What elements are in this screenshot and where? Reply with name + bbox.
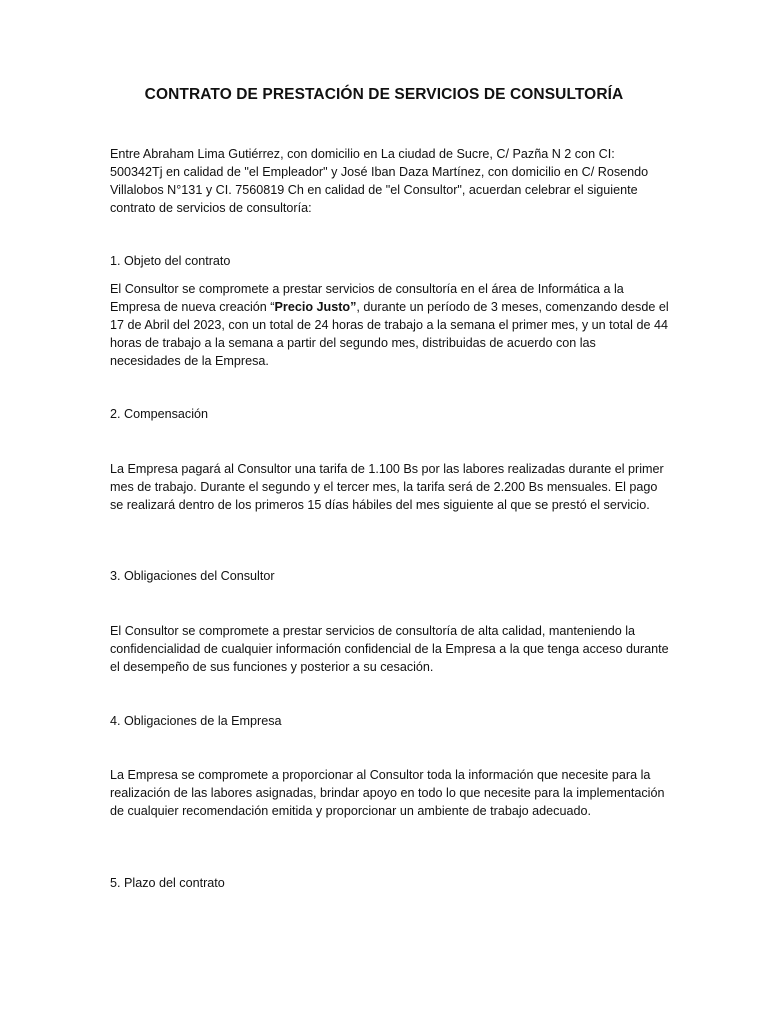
section-body-obligaciones-consultor: El Consultor se compromete a prestar servicios de consultoría de alta calidad, manteniendo la confidencialidad de cualquier información confidencial de la Empresa a la que tenga acceso durante el desempeño de sus funciones y posterior a su cesación. <box>110 624 669 674</box>
section-body-objeto <box>110 280 670 370</box>
section-heading-obligaciones-empresa: 4. Obligaciones de la Empresa <box>110 714 282 728</box>
section-heading-plazo: 5. Plazo del contrato <box>110 876 225 890</box>
document-title: CONTRATO DE PRESTACIÓN DE SERVICIOS DE CONSULTORÍA <box>144 86 624 103</box>
section-heading-obligaciones-consultor: 3. Obligaciones del Consultor <box>110 569 275 583</box>
intro-paragraph: Entre Abraham Lima Gutiérrez, con domicilio en La ciudad de Sucre, C/ Pazña N 2 con CI: 500342Tj en calidad de "el Empleador" y José Iban Daza Martínez, con domicilio en C/ Rosendo Villalobos N°131 y CI. 7560819 Ch en calidad de "el Consultor", acuerdan celebrar el siguiente contrato de servicios de consultoría: <box>110 147 649 215</box>
section-body-obligaciones-empresa: La Empresa se compromete a proporcionar al Consultor toda la información que necesite para la realización de las labores asignadas, brindar apoyo en todo lo que necesite para la implementación de cualquier recomendación emitida y proporcionar un ambiente de trabajo adecuado. <box>110 768 665 818</box>
section-body-objeto-part2: , durante un período de 3 meses, comenzando desde el 17 de Abril del 2023, con un total de 24 horas de trabajo a la semana el primer mes, y un total de 44 horas de trabajo a la semana a partir del segundo mes, distribuidas de acuerdo con las necesidades de la Empresa. <box>110 300 669 368</box>
section-body-compensacion: La Empresa pagará al Consultor una tarifa de 1.100 Bs por las labores realizadas durante el primer mes de trabajo. Durante el segundo y el tercer mes, la tarifa será de 2.200 Bs mensuales. El pago se realizará dentro de los primeros 15 días hábiles del mes siguiente al que se prestó el servicio. <box>110 462 664 512</box>
section-body-objeto-part1: El Consultor se compromete a prestar servicios de consultoría en el área de Informática a la Empresa de nueva creación “ <box>110 282 624 314</box>
section-heading-compensacion: 2. Compensación <box>110 407 209 421</box>
section-heading-objeto: 1. Objeto del contrato <box>110 254 231 268</box>
company-name: Precio Justo” <box>274 300 357 314</box>
